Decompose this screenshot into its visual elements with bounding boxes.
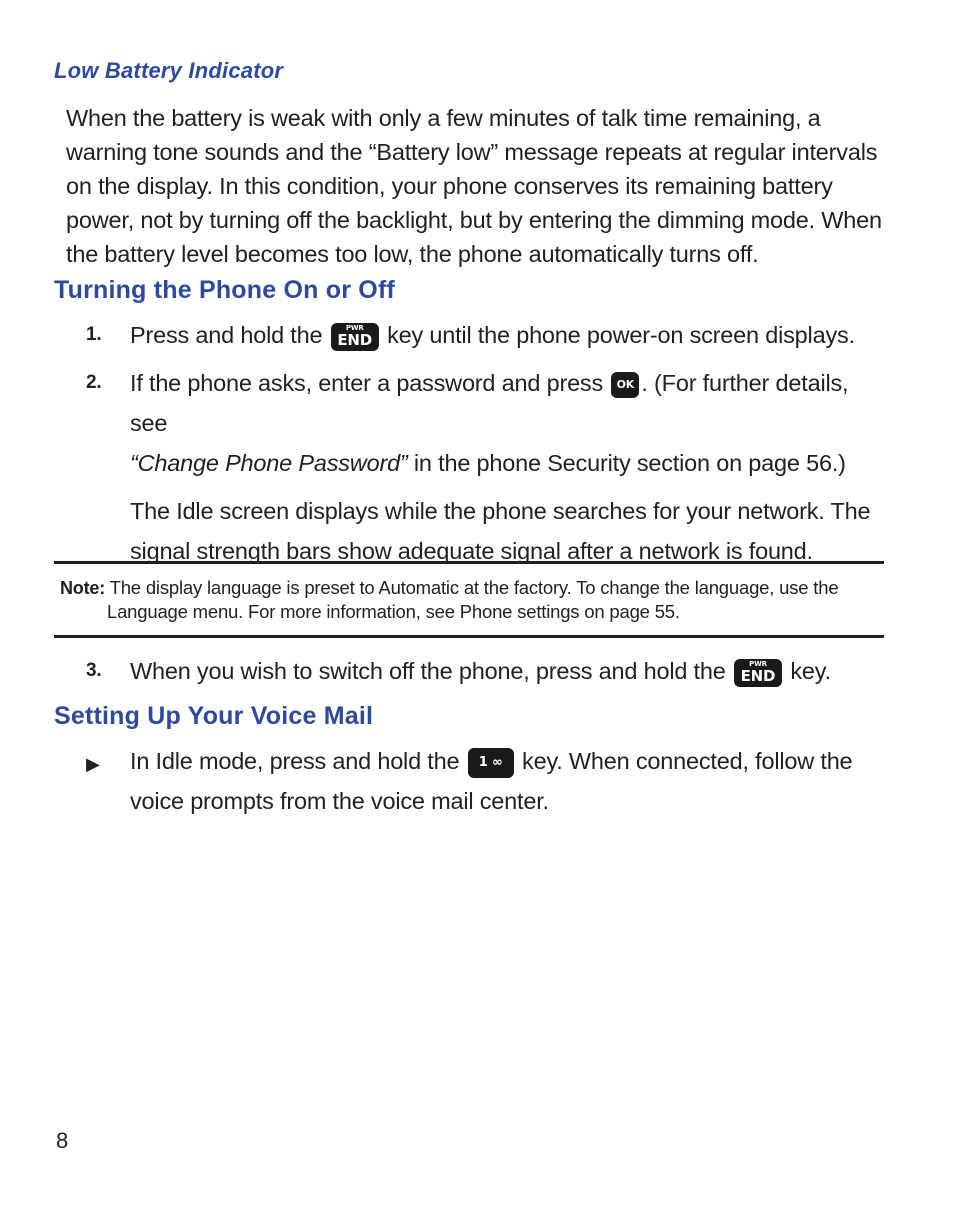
note-box: [54, 561, 884, 638]
note-label: Note:: [60, 578, 105, 598]
page-number: 8: [56, 1128, 69, 1153]
step-number: 1.: [86, 324, 102, 345]
step-3: [86, 651, 886, 691]
low-battery-paragraph: When the battery is weak with only a few minutes of talk time remaining, a warning tone sounds and the “Battery low” message repeats at regular intervals on the display. In this condition, your phone conserves its remaining battery power, not by turning off the backlight, but by entering the dimming mode. When the battery level becomes too low, the phone automatically turns off.: [66, 105, 882, 267]
step-text: key until the phone power-on screen displays.: [387, 322, 855, 348]
cross-reference: “Change Phone Password”: [130, 450, 408, 476]
step-text: . (For further details, see: [130, 370, 849, 436]
step-text: When you wish to switch off the phone, press and hold the: [130, 658, 726, 684]
heading-voice-mail: Setting Up Your Voice Mail: [54, 702, 374, 730]
note-line-1: The display language is preset to Automatic at the factory. To change the language, use the: [109, 577, 839, 598]
voicemail-key-icon: 1 ∞: [468, 748, 514, 778]
step-number: 3.: [86, 660, 102, 681]
step-text: In Idle mode, press and hold the: [130, 748, 460, 774]
step-2: [86, 363, 886, 571]
heading-turning-on-off: Turning the Phone On or Off: [54, 276, 396, 304]
end-key-icon: PWR END: [331, 323, 379, 351]
ok-key-icon: OK: [611, 372, 639, 398]
step-text: If the phone asks, enter a password and press: [130, 370, 604, 396]
step-text: key.: [790, 658, 831, 684]
step-text: in the phone Security section on page 56.): [413, 450, 846, 476]
step-text: key. When connected, follow the voice prompts from the voice mail center.: [130, 748, 853, 814]
voice-mail-step: [86, 741, 886, 821]
end-key-icon: PWR END: [734, 659, 782, 687]
step-followup: The Idle screen displays while the phone searches for your network. The signal strength bars show adequate signal after a network is found.: [130, 498, 871, 564]
bullet-arrow-icon: ▶: [86, 754, 100, 774]
step-number: 2.: [86, 372, 102, 393]
step-1: [86, 315, 886, 355]
note-line-2: Language menu. For more information, see Phone settings on page 55.: [107, 601, 680, 622]
heading-low-battery: Low Battery Indicator: [54, 58, 284, 83]
step-text: Press and hold the: [130, 322, 323, 348]
